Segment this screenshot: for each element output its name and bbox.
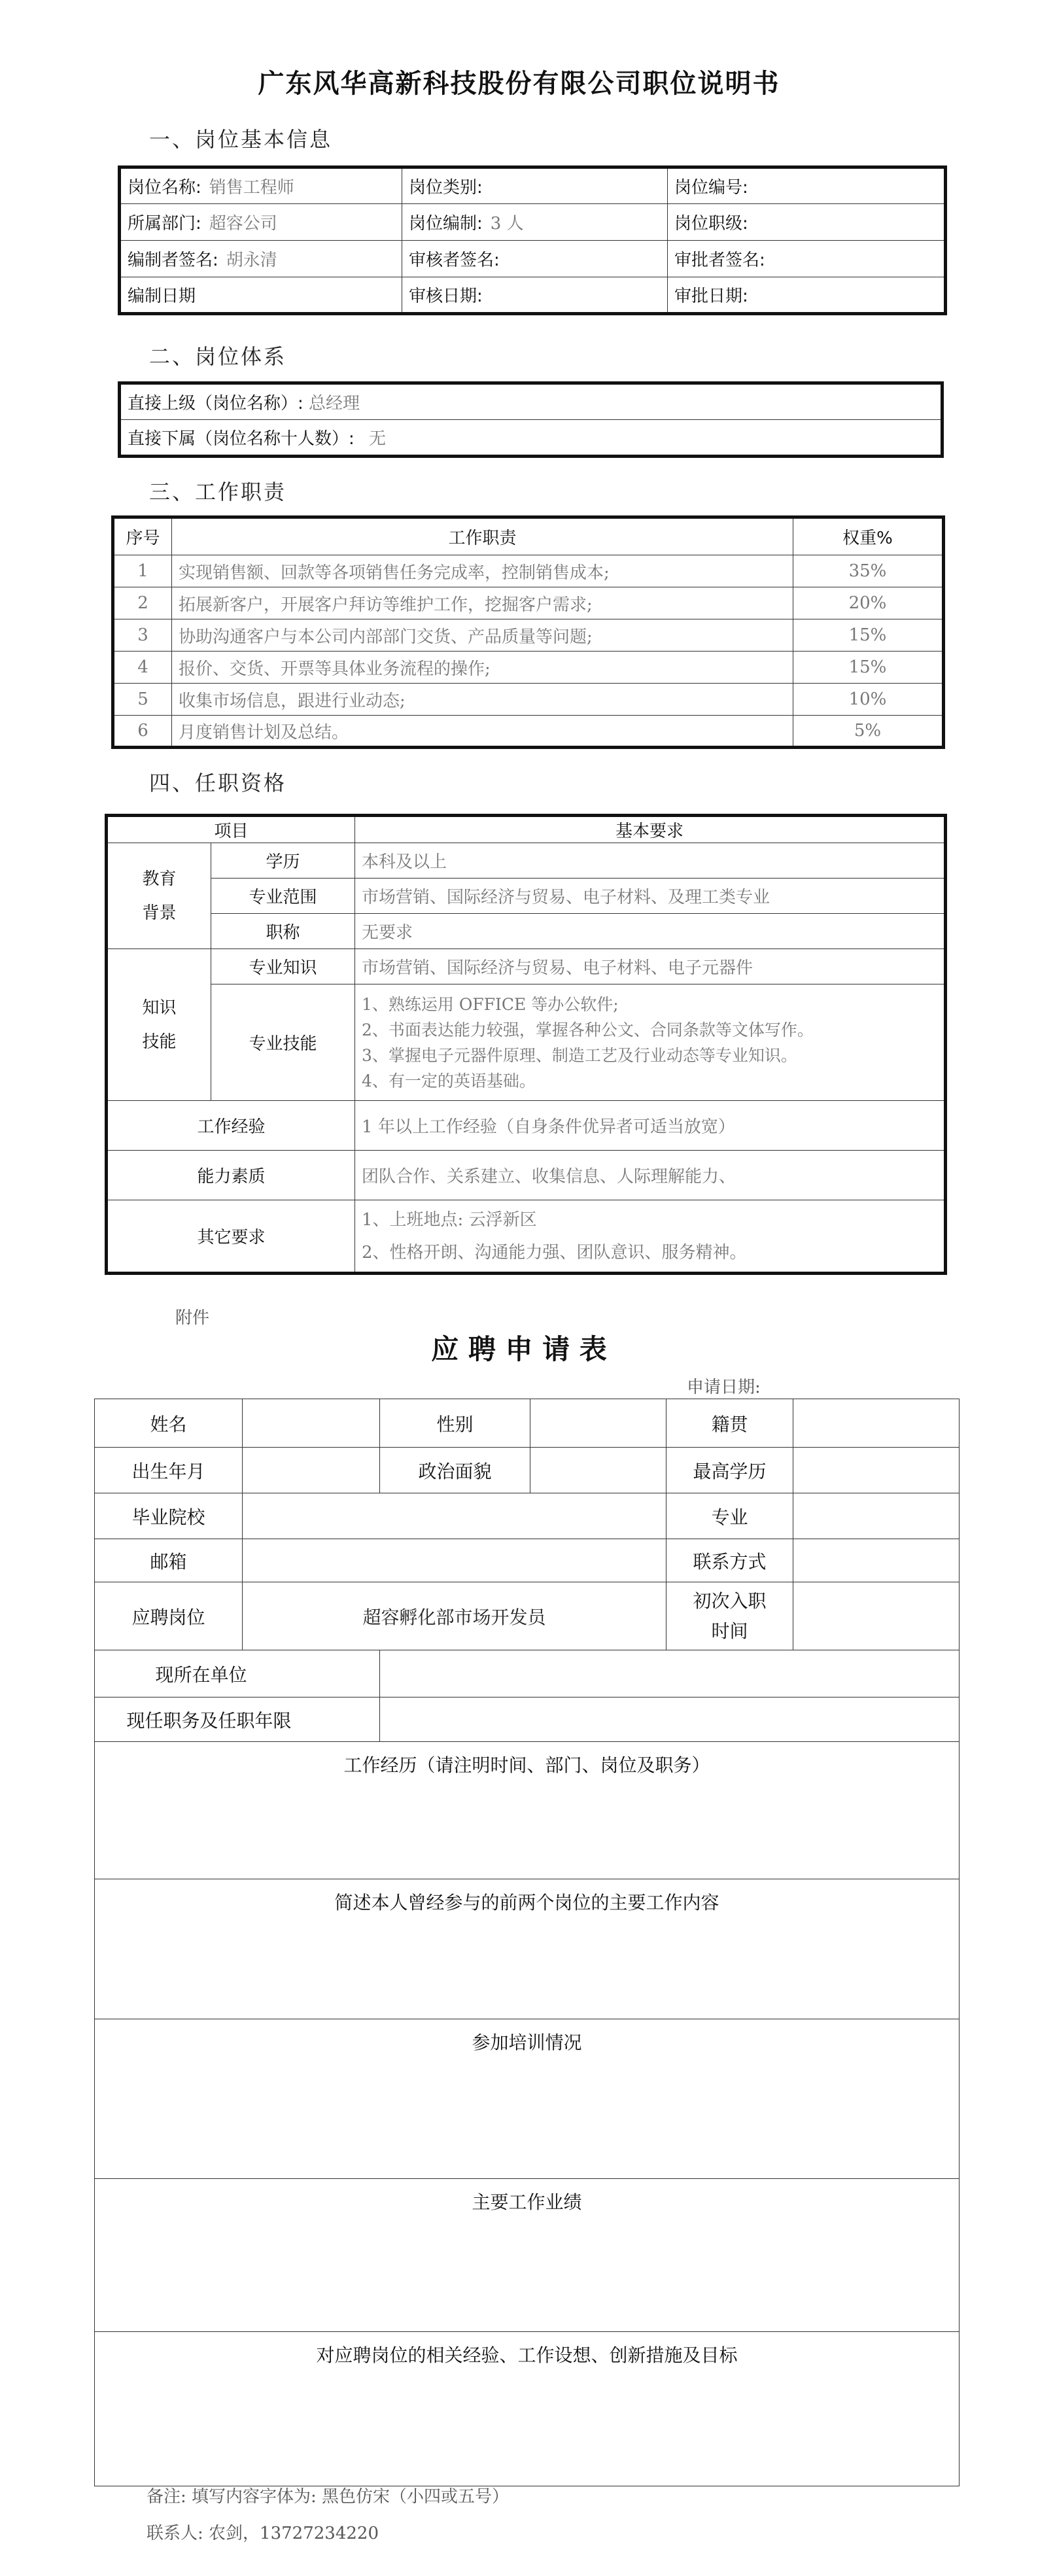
basic-info-label: 审核者签名:	[409, 251, 500, 270]
edu-degree-label: 学历	[211, 843, 355, 879]
duty-weight: 10%	[793, 684, 944, 716]
subordinate-row	[120, 420, 943, 457]
experience-label: 工作经验	[107, 1101, 355, 1151]
edu-major-label: 专业范围	[211, 879, 355, 914]
duty-row	[113, 587, 944, 619]
email-field[interactable]	[243, 1539, 666, 1582]
application-form-title: 应 聘 申 请 表	[431, 1333, 607, 1365]
footer-contact: 联系人: 农剑，13727234220	[147, 2524, 379, 2543]
duty-weight: 5%	[793, 716, 944, 748]
basic-info-cell	[402, 204, 668, 241]
basic-info-label: 岗位编制:	[409, 214, 483, 234]
duty-no-header: 序号	[113, 517, 172, 555]
contact-label: 联系方式	[666, 1539, 793, 1582]
duty-row	[113, 619, 944, 652]
basic-info-label: 审批日期:	[674, 287, 748, 306]
duty-weight: 35%	[793, 555, 944, 587]
basic-info-cell	[120, 204, 402, 241]
section-hierarchy-heading: 二、岗位体系	[149, 344, 287, 369]
duty-row	[113, 684, 944, 716]
contact-field[interactable]	[793, 1539, 960, 1582]
basic-info-label: 岗位职级:	[674, 214, 748, 234]
duty-no: 1	[113, 555, 172, 587]
education-label: 最高学历	[666, 1448, 793, 1493]
knowledge-label: 专业知识	[211, 949, 355, 984]
duty-no: 6	[113, 716, 172, 748]
duty-text: 报价、交货、开票等具体业务流程的操作;	[172, 652, 793, 684]
education-group-label: 教育 背景	[107, 843, 211, 949]
requirement-header: 基本要求	[355, 816, 946, 843]
achievements-field[interactable]: 主要工作业绩	[95, 2179, 960, 2332]
duty-no: 5	[113, 684, 172, 716]
gender-label: 性别	[380, 1399, 530, 1448]
basic-info-cell	[120, 167, 402, 204]
knowledge-value: 市场营销、国际经济与贸易、电子材料、电子元器件	[355, 949, 946, 984]
duty-no: 3	[113, 619, 172, 652]
start-time-field[interactable]	[793, 1582, 960, 1650]
plans-field[interactable]: 对应聘岗位的相关经验、工作设想、创新措施及目标	[95, 2332, 960, 2486]
superior-label: 直接上级（岗位名称）:	[128, 394, 303, 413]
duty-text: 实现销售额、回款等各项销售任务完成率，控制销售成本;	[172, 555, 793, 587]
basic-info-value: 3 人	[490, 214, 524, 234]
weight-header: 权重%	[793, 517, 944, 555]
skills-label: 专业技能	[211, 984, 355, 1101]
application-form-table	[94, 1399, 960, 2486]
training-field[interactable]: 参加培训情况	[95, 2019, 960, 2179]
basic-info-label: 岗位名称:	[128, 178, 201, 198]
ability-label: 能力素质	[107, 1151, 355, 1200]
native-place-label: 籍贯	[666, 1399, 793, 1448]
political-status-field[interactable]	[530, 1448, 666, 1493]
section-qualification-heading: 四、任职资格	[149, 771, 287, 795]
birth-label: 出生年月	[95, 1448, 243, 1493]
current-unit-label: 现所在单位	[95, 1650, 380, 1697]
skill-line: 3、掌握电子元器件原理、制造工艺及行业动态等专业知识。	[362, 1045, 797, 1065]
basic-info-cell	[402, 167, 668, 204]
basic-info-cell	[120, 241, 402, 277]
other-line: 2、性格开朗、沟通能力强、团队意识、服务精神。	[362, 1242, 747, 1262]
other-label: 其它要求	[107, 1200, 355, 1274]
current-post-label: 现任职务及任职年限	[95, 1697, 380, 1742]
skill-line: 4、有一定的英语基础。	[362, 1071, 536, 1090]
duty-text: 协助沟通客户与本公司内部部门交货、产品质量等问题;	[172, 619, 793, 652]
footer-remark: 备注: 填写内容字体为: 黑色仿宋（小四或五号）	[147, 2487, 510, 2507]
hierarchy-table	[118, 381, 944, 458]
superior-row	[120, 383, 943, 420]
duty-text: 月度销售计划及总结。	[172, 716, 793, 748]
application-date-label: 申请日期:	[687, 1378, 761, 1397]
ability-value: 团队合作、关系建立、收集信息、人际理解能力、	[355, 1151, 946, 1200]
duty-text: 拓展新客户，开展客户拜访等维护工作，挖掘客户需求;	[172, 587, 793, 619]
edu-title-value: 无要求	[355, 914, 946, 949]
duty-row	[113, 555, 944, 587]
basic-info-label: 编制者签名:	[128, 251, 218, 270]
gender-field[interactable]	[530, 1399, 666, 1448]
basic-info-label: 所属部门:	[128, 214, 201, 234]
basic-info-value: 销售工程师	[209, 178, 294, 198]
basic-info-cell	[668, 241, 946, 277]
skills-value	[355, 984, 946, 1101]
edu-title-label: 职称	[211, 914, 355, 949]
position-label: 应聘岗位	[95, 1582, 243, 1650]
superior-value: 总经理	[309, 394, 360, 413]
item-header: 项目	[107, 816, 355, 843]
section-duties-heading: 三、工作职责	[149, 479, 287, 504]
previous-jobs-field[interactable]: 简述本人曾经参与的前两个岗位的主要工作内容	[95, 1879, 960, 2019]
duty-row	[113, 652, 944, 684]
section-basic-info-heading: 一、岗位基本信息	[149, 127, 333, 152]
major-label: 专业	[666, 1493, 793, 1539]
subordinate-label: 直接下属（岗位名称十人数）:	[128, 429, 355, 449]
attachment-label: 附件	[175, 1308, 210, 1328]
basic-info-cell	[402, 277, 668, 314]
birth-field[interactable]	[243, 1448, 380, 1493]
current-unit-field[interactable]	[380, 1650, 960, 1697]
duty-row	[113, 716, 944, 748]
edu-degree-value: 本科及以上	[355, 843, 946, 879]
basic-info-label: 审批者签名:	[674, 251, 765, 270]
duty-weight: 20%	[793, 587, 944, 619]
basic-info-table	[118, 165, 947, 315]
basic-info-cell	[668, 277, 946, 314]
duties-table	[111, 515, 945, 749]
skill-line: 2、书面表达能力较强，掌握各种公文、合同条款等文体写作。	[362, 1020, 814, 1039]
name-label: 姓名	[95, 1399, 243, 1448]
major-field[interactable]	[793, 1493, 960, 1539]
basic-info-label: 岗位类别:	[409, 178, 483, 198]
school-field[interactable]	[243, 1493, 666, 1539]
start-time-label: 初次入职 时间	[666, 1582, 793, 1650]
basic-info-cell	[402, 241, 668, 277]
subordinate-value: 无	[369, 429, 387, 449]
basic-info-value: 超容公司	[209, 214, 277, 234]
document-title: 广东风华高新科技股份有限公司职位说明书	[258, 69, 780, 99]
duty-weight: 15%	[793, 619, 944, 652]
basic-info-label: 审核日期:	[409, 287, 483, 306]
education-field[interactable]	[793, 1448, 960, 1493]
basic-info-value: 胡永清	[226, 251, 277, 270]
name-field[interactable]	[243, 1399, 380, 1448]
duty-header: 工作职责	[172, 517, 793, 555]
political-status-label: 政治面貌	[380, 1448, 530, 1493]
duty-text: 收集市场信息，跟进行业动态;	[172, 684, 793, 716]
skill-line: 1、熟练运用 OFFICE 等办公软件;	[362, 994, 619, 1014]
experience-value: 1 年以上工作经验（自身条件优异者可适当放宽）	[355, 1101, 946, 1151]
skills-group-label: 知识 技能	[107, 949, 211, 1101]
qualification-table	[105, 814, 947, 1275]
email-label: 邮箱	[95, 1539, 243, 1582]
native-place-field[interactable]	[793, 1399, 960, 1448]
school-label: 毕业院校	[95, 1493, 243, 1539]
basic-info-cell	[120, 277, 402, 314]
duty-no: 2	[113, 587, 172, 619]
current-post-field[interactable]	[380, 1697, 960, 1742]
duty-no: 4	[113, 652, 172, 684]
other-value	[355, 1200, 946, 1274]
other-line: 1、上班地点: 云浮新区	[362, 1210, 537, 1230]
basic-info-cell	[668, 167, 946, 204]
position-value: 超容孵化部市场开发员	[243, 1582, 666, 1650]
basic-info-label: 编制日期	[128, 287, 196, 306]
basic-info-cell	[668, 204, 946, 241]
basic-info-label: 岗位编号:	[674, 178, 748, 198]
edu-major-value: 市场营销、国际经济与贸易、电子材料、及理工类专业	[355, 879, 946, 914]
duty-weight: 15%	[793, 652, 944, 684]
work-history-field[interactable]: 工作经历（请注明时间、部门、岗位及职务）	[95, 1742, 960, 1879]
